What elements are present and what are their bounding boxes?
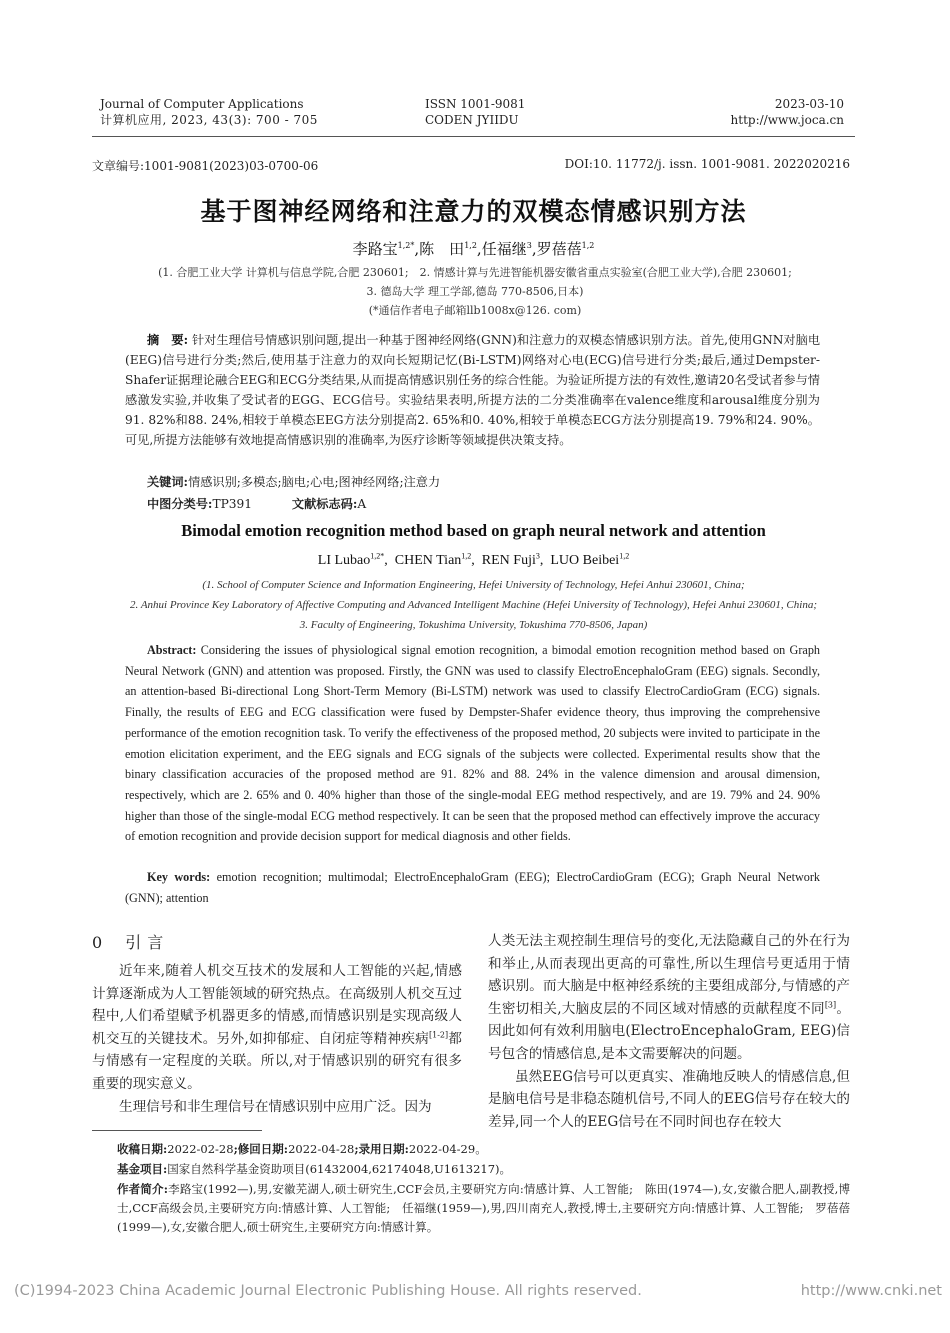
paragraph: 生理信号和非生理信号在情感识别中应用广泛。因为 — [119, 1098, 432, 1115]
clc-label: 中图分类号: — [147, 497, 213, 511]
journal-url[interactable]: http://www.joca.cn — [730, 113, 844, 127]
affiliation-en-1: (1. School of Computer Science and Information Engineering, Hefei University of Technology, Hefei Anhui 230601, China; — [202, 579, 745, 591]
footnote-author-bio: 作者简介:李路宝(1992—),男,安徽芜湖人,硕士研究生,CCF会员,主要研究方向:情感计算、人工智能; 陈田(1974—),女,安徽合肥人,副教授,博士,CCF高级会员,主要研究方向:情感计算、人工智能; 任福继(1959—),男,四川南充人,教授,博士,主要研究方向:情感计算、人工智能; 罗蓓蓓(1999—),女,安徽合肥人,硕士研究生,主要研究方向:情感计算。 — [117, 1182, 850, 1234]
citation-ref[interactable]: [3] — [824, 1000, 837, 1010]
affiliation-cn-2: 3. 德岛大学 理工学部,德岛 770-8506,日本) — [366, 285, 584, 298]
author-name: LI Lubao — [317, 553, 371, 568]
author-name: 罗蓓蓓 — [536, 240, 582, 258]
running-header-left — [100, 96, 430, 128]
paper-title-cn: 基于图神经网络和注意力的双模态情感识别方法 — [200, 197, 747, 226]
affiliation-cn-1: (1. 合肥工业大学 计算机与信息学院,合肥 230601; 2. 情感计算与先进智能机器安徽省重点实验室(合肥工业大学),合肥 230601; — [158, 266, 792, 279]
classification-line — [147, 495, 366, 512]
received-date: 2022-02-28 — [167, 1142, 234, 1156]
abstract-cn — [125, 330, 820, 450]
section-number: 0 — [92, 933, 103, 952]
author-affil-sup: 1,2 — [464, 241, 477, 250]
author-affil-sup: 1,2* — [397, 241, 415, 250]
corresponding-email-cn: (*通信作者电子邮箱llb1008x@126. com) — [368, 304, 582, 317]
author-affil-sup: 1,2 — [461, 551, 472, 561]
author-name: REN Fuji — [481, 553, 536, 568]
paragraph: 虽然EEG信号可以更真实、准确地反映人的情感信息,但是脑电信号是非稳态随机信号,不同人的EEG信号存在较大的差异,同一个人的EEG信号在不同时间也存在较大 — [488, 1068, 850, 1130]
journal-name-en: Journal of Computer Applications — [100, 97, 304, 111]
keywords-label-en: Key words: — [147, 870, 211, 884]
author-affil-sup: 3 — [526, 241, 532, 250]
author-affil-sup: 1,2 — [581, 241, 595, 250]
coden: CODEN JYIIDU — [425, 113, 519, 127]
author-affil-sup: 3 — [535, 551, 540, 561]
cnki-link[interactable]: http://www.cnki.net — [800, 1283, 942, 1299]
author-name: CHEN Tian — [394, 553, 462, 568]
paper-title-en: Bimodal emotion recognition method based on graph neural network and attention — [181, 521, 766, 540]
keywords-text-en: emotion recognition; multimodal; ElectroEncephaloGram (EEG); ElectroCardioGram (ECG); Graph Neural Network (GNN); attention — [125, 870, 821, 905]
footnote-dates: 收稿日期:2022-02-28;修回日期:2022-04-28;录用日期:2022-04-29。 — [117, 1142, 487, 1156]
copyright-text: (C)1994-2023 China Academic Journal Electronic Publishing House. All rights reserved. — [14, 1283, 642, 1299]
author-name: 任福继 — [481, 240, 527, 258]
doc-code: A — [357, 497, 367, 511]
running-header-right — [584, 96, 844, 128]
article-number: 文章编号:1001-9081(2023)03-0700-06 — [92, 159, 319, 173]
body-right-column — [488, 930, 850, 1133]
abstract-en — [125, 640, 820, 847]
abstract-text-en: Considering the issues of physiological signal emotion recognition, a bimodal emotion recognition method based on Graph Neural Network (GNN) and attention was proposed. Firstly, the GNN was used to classify ElectroEncephaloGram (EEG) signals. Secondly, an attention-based Bi-directional Long Short-Term Memory (Bi-LSTM) network was used to classify ElectroCardioGram (ECG) signals. Finally, the results of EEG and ECG classification were fused by Dempster-Shafer evidence theory, thus improving the comprehensive performance of the emotion recognition task. To verify the effectiveness of the proposed method, 20 subjects were invited to participate in the emotion elicitation experiment, and the EEG signals and ECG signals of the subjects were collected. Experimental results show that the binary classification accuracies of the proposed method are 91. 82% and 88. 24% in the valence dimension and arousal dimension, respectively, which are 2. 65% and 0. 40% higher than those of the single-modal EEG method respectively, and are 19. 79% and 24. 90% higher than those of the single-modal ECG method respectively. It can be seen that the proposed method can effectively improve the accuracy of emotion recognition and provide decision support for medical diagnosis and other fields. — [125, 643, 821, 844]
abstract-text-cn: 针对生理信号情感识别问题,提出一种基于图神经网络(GNN)和注意力的双模态情感识别方法。首先,使用GNN对脑电(EEG)信号进行分类;然后,使用基于注意力的双向长短期记忆(Bi-LSTM)网络对心电(ECG)信号进行分类;最后,通过Dempster-Shafer证据理论融合EEG和ECG分类结果,从而提高情感识别任务的综合性能。为验证所提方法的有效性,邀请20名受试者参与情感激发实验,并收集了受试者的EGG、ECG信号。实验结果表明,所提方法的二分类准确率在valence维度和arousal维度分别为91. 82%和88. 24%,相较于单模态EEG方法分别提高2. 65%和0. 40%,相较于单模态ECG方法分别提高19. 79%和24. 90%。可见,所提方法能够有效地提高情感识别的准确率,为医疗诊断等领域提供决策支持。 — [125, 333, 821, 447]
header-divider — [92, 136, 855, 137]
authors-en: LI Lubao$^{1,2*}$, CHEN Tian$^{1,2}$, REN Fuji$^3$, LUO Beibei$^{1,2}$ — [317, 551, 630, 568]
authors-cn: 李路宝$^{1,2*}$,陈 田$^{1,2}$,任福继$^3$,罗蓓蓓$^{1,2}$ — [352, 240, 595, 258]
journal-citation-cn: 计算机应用, 2023, 43(3): 700 - 705 — [100, 113, 318, 127]
author-name: 李路宝 — [352, 240, 398, 258]
clc-code: TP391 — [212, 497, 253, 511]
issn: ISSN 1001-9081 — [425, 97, 526, 111]
doi[interactable]: DOI:10. 11772/j. issn. 1001-9081. 2022020216 — [564, 157, 850, 171]
keywords-text-cn: 情感识别;多模态;脑电;心电;图神经网络;注意力 — [188, 475, 441, 489]
author-affil-sup: 1,2* — [370, 551, 385, 561]
accepted-date: 2022-04-29 — [408, 1142, 476, 1156]
section-heading-0 — [92, 930, 169, 953]
author-affil-sup: 1,2 — [619, 551, 630, 561]
author-name: LUO Beibei — [550, 553, 620, 568]
paragraph: 人类无法主观控制生理信号的变化,无法隐藏自己的外在行为和举止,从而表现出更高的可靠性,所以生理信号更适用于情感识别。而大脑是中枢神经系统的主要组成部分,与情感的产生密切相关,大脑皮层的不同区域对情感的贡献程度不同[3]。因此如何有效利用脑电(ElectroEncephaloGram, EEG)信号包含的情感信息,是本文需要解决的问题。 — [488, 933, 850, 1062]
section-title: 引言 — [125, 933, 170, 952]
doc-code-label: 文献标志码: — [291, 497, 358, 511]
citation-ref[interactable]: [1-2] — [429, 1030, 449, 1040]
keywords-cn — [147, 473, 440, 490]
keywords-label-cn: 关键词: — [147, 475, 189, 489]
affiliation-en-3: 3. Faculty of Engineering, Tokushima University, Tokushima 770-8506, Japan) — [299, 619, 648, 631]
keywords-en — [125, 867, 820, 908]
body-left-column — [92, 960, 462, 1118]
footnote-divider — [92, 1130, 262, 1131]
footnote-funding: 基金项目:国家自然科学基金资助项目(61432004,62174048,U1613217)。 — [117, 1162, 512, 1176]
abstract-label-cn: 摘 要: — [147, 333, 189, 347]
author-name: 陈 田 — [419, 240, 465, 258]
abstract-label-en: Abstract: — [147, 643, 197, 657]
publication-date: 2023-03-10 — [774, 97, 844, 111]
affiliation-en-2: 2. Anhui Province Key Laboratory of Affective Computing and Advanced Intelligent Machine (Hefei University of Technology), Hefei Anhui 230601, China; — [130, 599, 817, 611]
revised-date: 2022-04-28 — [288, 1142, 355, 1156]
paragraph: 近年来,随着人机交互技术的发展和人工智能的兴起,情感计算逐渐成为人工智能领域的研究热点。在高级别人机交互过程中,人们希望赋予机器更多的情感,而情感识别是实现高级人机交互的关键技术。另外,如抑郁症、自闭症等精神疾病[1-2]都与情感有一定程度的关联。所以,对于情感识别的研究有很多重要的现实意义。 — [92, 963, 462, 1092]
